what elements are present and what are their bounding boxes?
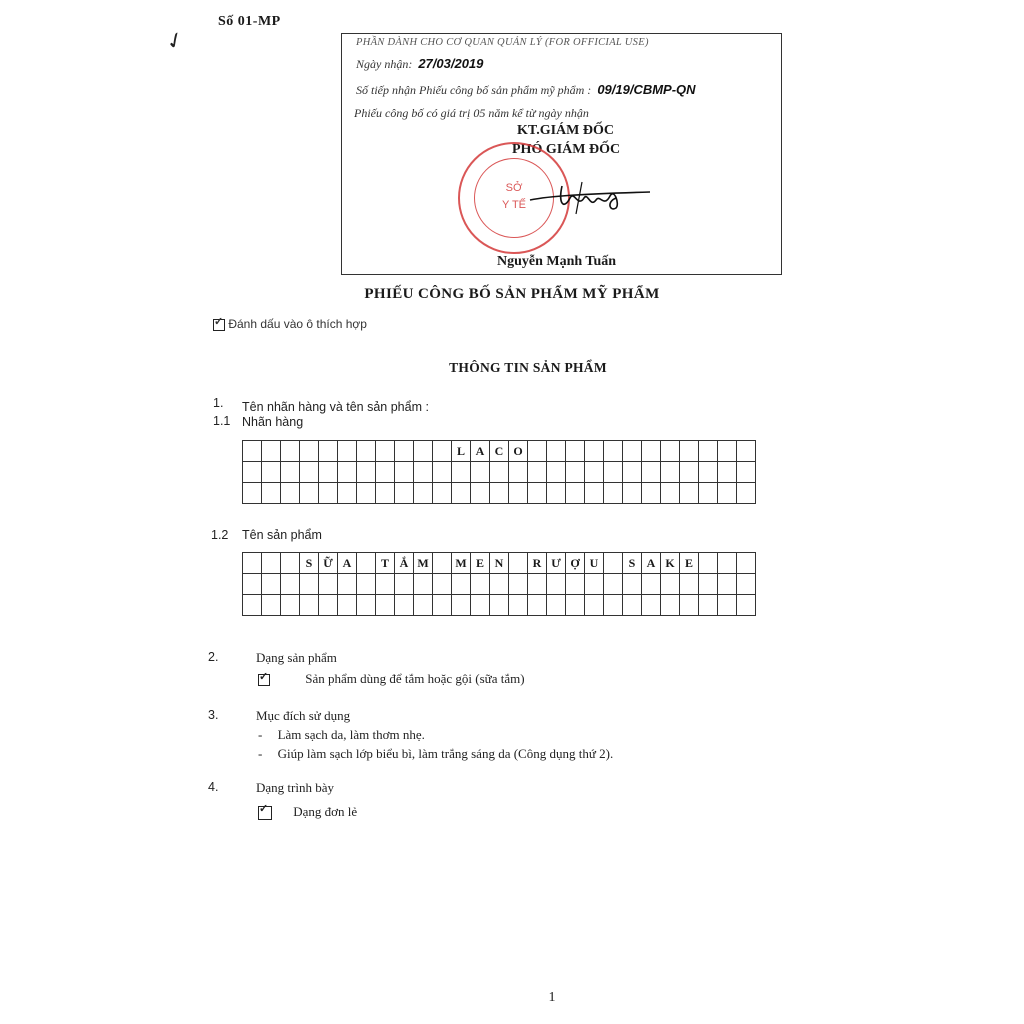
grid-cell — [300, 595, 319, 616]
grid-cell — [319, 574, 338, 595]
item-3-label: Mục đích sử dụng — [256, 708, 351, 723]
bullet-dash: - — [258, 727, 263, 742]
grid-cell — [338, 441, 357, 462]
grid-cell: T — [376, 553, 395, 574]
item-2-option-text: Sản phẩm dùng để tắm hoặc gội (sữa tắm) — [305, 671, 525, 686]
grid-cell — [642, 441, 661, 462]
grid-cell: A — [642, 553, 661, 574]
grid-cell — [547, 462, 566, 483]
seal-text-1: SỞ — [505, 182, 523, 194]
page-number: 1 — [548, 990, 556, 1005]
grid-cell — [718, 595, 737, 616]
grid-cell — [395, 462, 414, 483]
grid-cell — [376, 595, 395, 616]
item-1-2-label: Tên sản phẩm — [242, 528, 322, 542]
item-2-number: 2. — [208, 650, 219, 664]
grid-cell — [604, 483, 623, 504]
grid-cell — [433, 462, 452, 483]
grid-cell — [623, 595, 642, 616]
item-2-option — [258, 671, 525, 687]
item-1-1-number: 1.1 — [213, 414, 231, 428]
grid-cell — [699, 595, 718, 616]
grid-cell — [433, 483, 452, 504]
grid-cell — [490, 483, 509, 504]
grid-cell — [528, 441, 547, 462]
grid-cell — [395, 595, 414, 616]
grid-cell — [281, 553, 300, 574]
grid-cell — [243, 462, 262, 483]
grid-cell — [376, 441, 395, 462]
item-1-number: 1. — [213, 396, 224, 410]
grid-cell — [281, 595, 300, 616]
grid-cell — [661, 441, 680, 462]
grid-cell — [528, 483, 547, 504]
grid-cell — [642, 462, 661, 483]
grid-cell — [585, 441, 604, 462]
grid-cell — [699, 441, 718, 462]
grid-cell — [357, 483, 376, 504]
grid-cell — [547, 574, 566, 595]
grid-cell — [566, 441, 585, 462]
grid-cell — [680, 441, 699, 462]
grid-cell — [262, 595, 281, 616]
grid-cell: U — [585, 553, 604, 574]
received-date-value: 27/03/2019 — [418, 56, 484, 71]
received-date-row — [356, 56, 483, 72]
grid-cell — [300, 441, 319, 462]
handwritten-tick-icon: ✓ — [161, 25, 189, 56]
grid-cell — [699, 483, 718, 504]
grid-cell — [528, 574, 547, 595]
grid-cell: E — [471, 553, 490, 574]
grid-cell — [433, 595, 452, 616]
grid-cell — [585, 595, 604, 616]
grid-cell — [471, 483, 490, 504]
grid-cell — [319, 462, 338, 483]
grid-cell — [718, 553, 737, 574]
grid-cell — [623, 441, 642, 462]
grid-cell — [433, 441, 452, 462]
grid-cell — [585, 462, 604, 483]
grid-cell — [604, 553, 623, 574]
grid-cell — [490, 462, 509, 483]
received-date-label: Ngày nhận: — [356, 57, 413, 71]
item-3-bullet-2 — [258, 746, 613, 762]
grid-cell — [490, 574, 509, 595]
grid-cell: M — [452, 553, 471, 574]
grid-cell — [699, 462, 718, 483]
grid-cell: M — [414, 553, 433, 574]
grid-cell — [509, 595, 528, 616]
grid-cell — [357, 574, 376, 595]
grid-cell — [623, 574, 642, 595]
grid-cell: E — [680, 553, 699, 574]
grid-cell: N — [490, 553, 509, 574]
brand-name-grid — [242, 440, 756, 504]
form-number: Số 01-MP — [218, 14, 281, 29]
grid-cell — [262, 483, 281, 504]
receipt-number-label: Số tiếp nhận Phiếu công bố sản phẩm mỹ phẩm : — [356, 83, 592, 97]
grid-cell — [471, 574, 490, 595]
checkbox-hint-text: Đánh dấu vào ô thích hợp — [228, 317, 367, 331]
grid-cell: C — [490, 441, 509, 462]
signer-name: Nguyễn Mạnh Tuấn — [497, 254, 617, 269]
grid-cell — [414, 574, 433, 595]
checked-checkbox-icon — [213, 319, 225, 331]
grid-cell — [547, 441, 566, 462]
grid-cell — [509, 574, 528, 595]
grid-cell — [281, 462, 300, 483]
grid-cell — [566, 462, 585, 483]
grid-cell: K — [661, 553, 680, 574]
grid-cell — [357, 553, 376, 574]
grid-cell — [661, 595, 680, 616]
grid-cell — [661, 483, 680, 504]
grid-cell — [338, 574, 357, 595]
grid-cell: Ắ — [395, 553, 414, 574]
grid-cell — [737, 441, 756, 462]
grid-cell — [338, 483, 357, 504]
grid-cell — [376, 574, 395, 595]
grid-cell — [509, 553, 528, 574]
checkbox-hint — [213, 317, 367, 331]
grid-cell: R — [528, 553, 547, 574]
grid-cell: S — [300, 553, 319, 574]
grid-cell — [376, 462, 395, 483]
grid-cell — [509, 462, 528, 483]
checked-checkbox-icon — [258, 674, 270, 686]
grid-cell — [642, 483, 661, 504]
item-1-label: Tên nhãn hàng và tên sản phẩm : — [242, 400, 429, 414]
grid-cell — [604, 462, 623, 483]
grid-cell — [262, 462, 281, 483]
grid-cell — [490, 595, 509, 616]
grid-cell — [699, 574, 718, 595]
grid-cell: A — [471, 441, 490, 462]
grid-cell — [281, 483, 300, 504]
validity-text: Phiếu công bố có giá trị 05 năm kể từ ngày nhận — [354, 106, 589, 120]
checked-checkbox-icon — [258, 806, 272, 820]
signer-title-2: PHÓ GIÁM ĐỐC — [512, 142, 621, 157]
grid-cell — [528, 595, 547, 616]
grid-cell — [357, 441, 376, 462]
grid-cell: Ữ — [319, 553, 338, 574]
grid-cell — [566, 483, 585, 504]
official-use-header: PHẦN DÀNH CHO CƠ QUAN QUẢN LÝ (FOR OFFICIAL USE) — [356, 37, 649, 48]
grid-cell — [604, 441, 623, 462]
grid-cell — [718, 483, 737, 504]
item-1-1-label: Nhãn hàng — [242, 415, 304, 429]
grid-cell — [661, 462, 680, 483]
grid-cell: A — [338, 553, 357, 574]
grid-cell — [718, 441, 737, 462]
item-3-number: 3. — [208, 708, 219, 722]
grid-cell — [414, 441, 433, 462]
grid-cell — [642, 595, 661, 616]
grid-cell — [528, 462, 547, 483]
grid-cell — [680, 483, 699, 504]
item-3-bullet-1 — [258, 727, 425, 743]
receipt-number-row — [356, 82, 696, 98]
grid-cell — [262, 574, 281, 595]
grid-cell — [566, 574, 585, 595]
grid-cell — [433, 574, 452, 595]
grid-cell — [585, 483, 604, 504]
grid-cell — [300, 462, 319, 483]
grid-cell — [452, 595, 471, 616]
grid-cell — [604, 574, 623, 595]
grid-cell — [433, 553, 452, 574]
grid-cell — [357, 595, 376, 616]
grid-cell — [509, 483, 528, 504]
grid-cell — [737, 595, 756, 616]
form-title: PHIẾU CÔNG BỐ SẢN PHẨM MỸ PHẨM — [364, 286, 660, 302]
grid-cell — [338, 595, 357, 616]
grid-cell — [414, 462, 433, 483]
bullet-text: Làm sạch da, làm thơm nhẹ. — [277, 727, 425, 742]
grid-cell — [243, 483, 262, 504]
grid-cell — [338, 462, 357, 483]
grid-cell — [319, 483, 338, 504]
grid-cell — [680, 574, 699, 595]
grid-cell — [319, 441, 338, 462]
grid-cell — [414, 595, 433, 616]
grid-cell — [547, 595, 566, 616]
grid-cell — [376, 483, 395, 504]
item-4-number: 4. — [208, 780, 219, 794]
grid-cell — [680, 462, 699, 483]
grid-cell — [547, 483, 566, 504]
grid-cell: O — [509, 441, 528, 462]
grid-cell — [395, 441, 414, 462]
grid-cell — [262, 441, 281, 462]
grid-cell — [471, 462, 490, 483]
grid-cell — [585, 574, 604, 595]
item-1-2-number: 1.2 — [211, 528, 229, 542]
grid-cell — [642, 574, 661, 595]
grid-cell — [243, 595, 262, 616]
receipt-number-value: 09/19/CBMP-QN — [597, 82, 696, 97]
grid-cell — [281, 574, 300, 595]
bullet-text: Giúp làm sạch lớp biểu bì, làm trắng sáng da (Công dụng thứ 2). — [277, 746, 614, 761]
grid-cell: L — [452, 441, 471, 462]
item-4-label: Dạng trình bày — [256, 780, 334, 795]
grid-cell — [718, 462, 737, 483]
seal-text-2: Y TẾ — [501, 199, 527, 211]
grid-cell — [699, 553, 718, 574]
grid-cell — [452, 483, 471, 504]
bullet-dash: - — [258, 746, 263, 761]
grid-cell — [243, 553, 262, 574]
grid-cell — [718, 574, 737, 595]
item-4-option — [258, 804, 357, 820]
grid-cell — [623, 483, 642, 504]
item-4-option-text: Dạng đơn lẻ — [293, 804, 358, 819]
official-use-box — [341, 33, 782, 275]
grid-cell — [452, 574, 471, 595]
grid-cell — [566, 595, 585, 616]
grid-cell — [281, 441, 300, 462]
grid-cell — [471, 595, 490, 616]
grid-cell — [319, 595, 338, 616]
grid-cell — [395, 483, 414, 504]
grid-cell — [623, 462, 642, 483]
section-title: THÔNG TIN SẢN PHẨM — [449, 360, 607, 375]
grid-cell: Ợ — [566, 553, 585, 574]
grid-cell — [452, 462, 471, 483]
grid-cell — [680, 595, 699, 616]
grid-cell — [737, 462, 756, 483]
grid-cell — [300, 574, 319, 595]
grid-cell — [604, 595, 623, 616]
grid-cell — [737, 483, 756, 504]
grid-cell — [262, 553, 281, 574]
item-2-label: Dạng sản phẩm — [256, 650, 337, 665]
grid-cell — [395, 574, 414, 595]
grid-cell — [243, 574, 262, 595]
grid-cell: Ư — [547, 553, 566, 574]
grid-cell — [300, 483, 319, 504]
grid-cell — [737, 553, 756, 574]
grid-cell — [414, 483, 433, 504]
grid-cell — [737, 574, 756, 595]
handwritten-signature — [520, 174, 660, 224]
grid-cell — [243, 441, 262, 462]
signer-title-1: KT.GIÁM ĐỐC — [517, 123, 614, 138]
product-name-grid — [242, 552, 756, 616]
grid-cell — [357, 462, 376, 483]
grid-cell — [661, 574, 680, 595]
grid-cell: S — [623, 553, 642, 574]
